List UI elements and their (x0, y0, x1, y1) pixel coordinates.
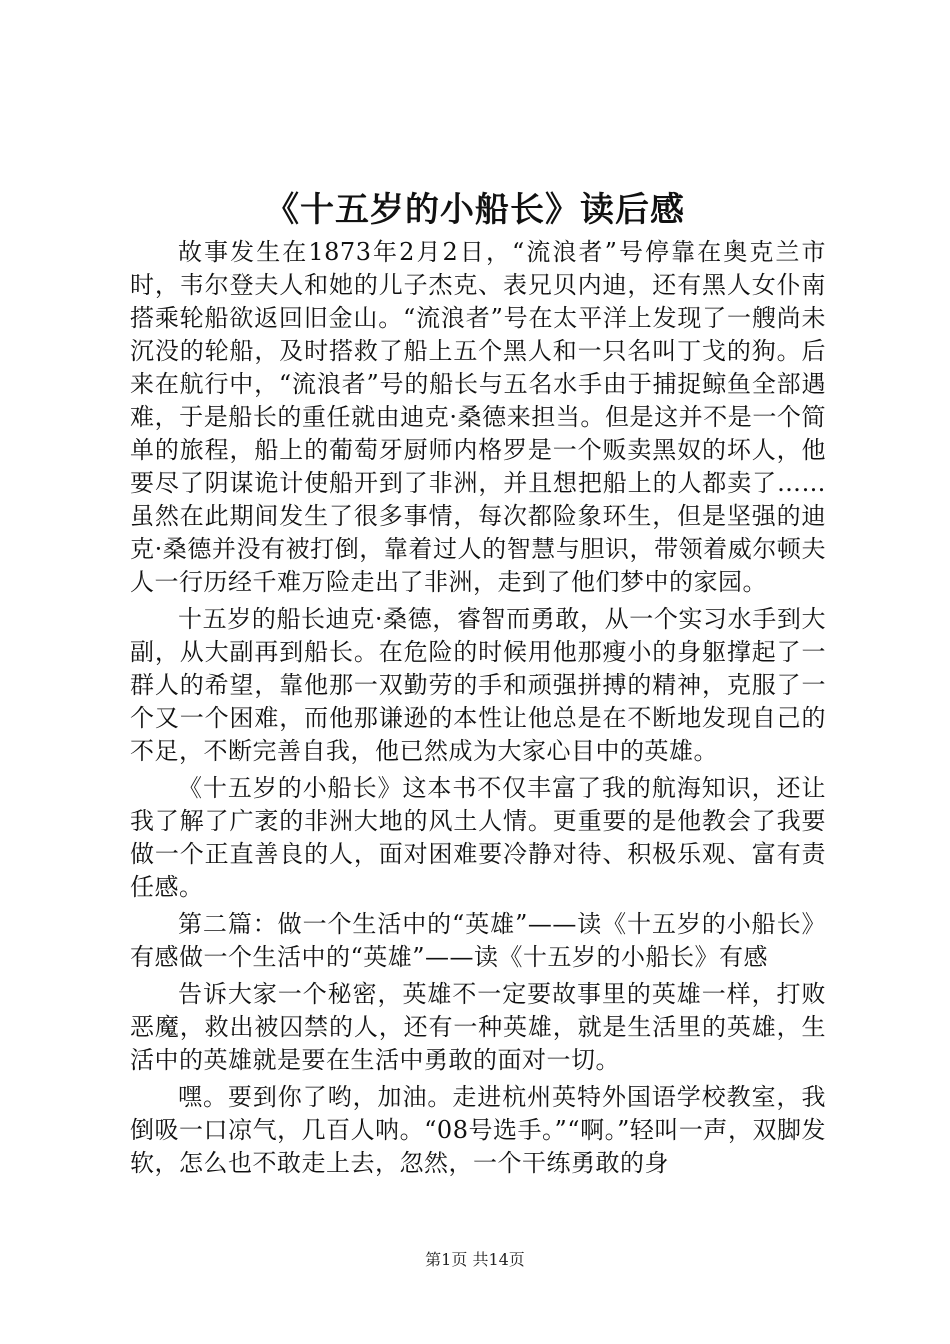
paragraph: 第二篇：做一个生活中的“英雄”——读《十五岁的小船长》有感做一个生活中的“英雄”——读《十五岁的小船长》有感 (130, 910, 826, 971)
paragraph: 嘿。要到你了哟，加油。走进杭州英特外国语学校教室，我倒吸一口凉气，几百人呐。“08号选手。”“啊。”轻叫一声，双脚发软，怎么也不敢走上去，忽然，一个干练勇敢的身 (130, 1083, 826, 1177)
paragraph: 故事发生在1873年2月2日，“流浪者”号停靠在奥克兰市时，韦尔登夫人和她的儿子杰克、表兄贝内迪，还有黑人女仆南搭乘轮船欲返回旧金山。“流浪者”号在太平洋上发现了一艘尚未沉没的轮船，及时搭救了船上五个黑人和一只名叫丁戈的狗。后来在航行中，“流浪者”号的船长与五名水手由于捕捉鲸鱼全部遇难，于是船长的重任就由迪克·桑德来担当。但是这并不是一个简单的旅程，船上的葡萄牙厨师内格罗是一个贩卖黑奴的坏人，他要尽了阴谋诡计使船开到了非洲，并且想把船上的人都卖了……虽然在此期间发生了很多事情，每次都险象环生，但是坚强的迪克·桑德并没有被打倒，靠着过人的智慧与胆识，带领着威尔顿夫人一行历经千难万险走出了非洲，走到了他们梦中的家园。 (130, 238, 826, 596)
paragraph: 告诉大家一个秘密，英雄不一定要故事里的英雄一样，打败恶魔，救出被囚禁的人，还有一种英雄，就是生活里的英雄，生活中的英雄就是要在生活中勇敢的面对一切。 (130, 980, 826, 1074)
document-title: 《十五岁的小船长》读后感 (265, 190, 685, 230)
page-footer: 第1页 共14页 (425, 1250, 525, 1269)
paragraph: 《十五岁的小船长》这本书不仅丰富了我的航海知识，还让我了解了广袤的非洲大地的风土人情。更重要的是他教会了我要做一个正直善良的人，面对困难要冷静对待、积极乐观、富有责任感。 (130, 774, 826, 901)
paragraph: 十五岁的船长迪克·桑德，睿智而勇敢，从一个实习水手到大副，从大副再到船长。在危险的时候用他那瘦小的身躯撑起了一群人的希望，靠他那一双勤劳的手和顽强拼搏的精神，克服了一个又一个困难，而他那谦逊的本性让他总是在不断地发现自己的不足，不断完善自我，他已然成为大家心目中的英雄。 (130, 605, 826, 765)
document-body (130, 236, 826, 1184)
